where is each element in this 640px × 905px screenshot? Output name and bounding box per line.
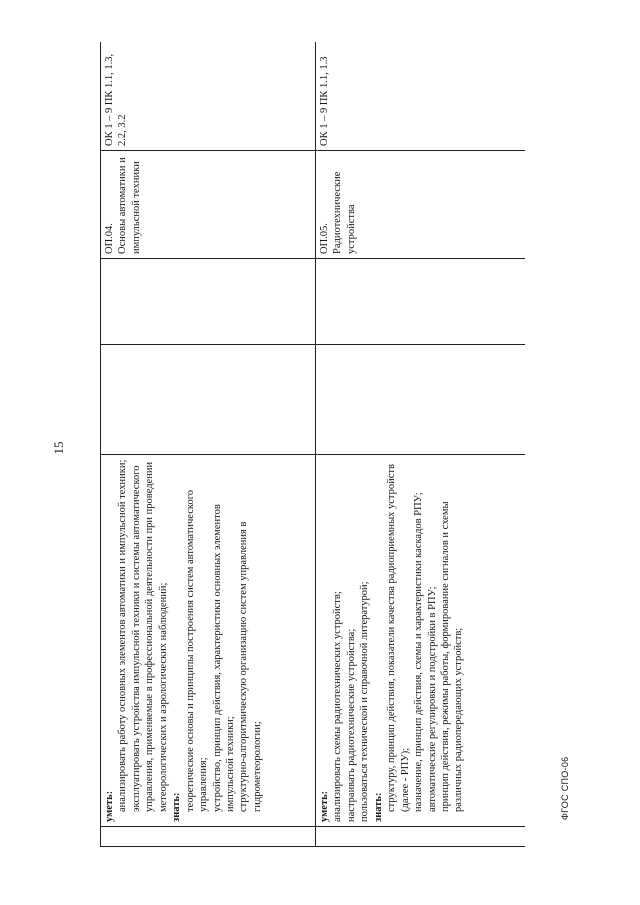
znat-heading: знать: xyxy=(372,792,384,822)
znat-item: автоматические регулировки и подстройки в РПУ; xyxy=(426,586,438,812)
umet-item: настраивать радиотехнические устройства; xyxy=(345,628,357,822)
znat-heading: знать: xyxy=(171,792,183,822)
footer-label: ФГОС СПО-06 xyxy=(560,756,570,820)
table-row xyxy=(101,42,316,847)
skills-cell xyxy=(101,455,316,827)
znat-item: структуру, принцип действия, показатели качества радиоприемных устройств (далее - РПУ); xyxy=(386,464,411,812)
umet-item: анализировать работу основных элементов автоматики и импульсной техники; xyxy=(117,459,129,812)
discipline-cell xyxy=(101,151,316,259)
blank-cell xyxy=(316,827,526,847)
skills-cell xyxy=(316,455,526,827)
blank-cell xyxy=(101,345,316,455)
blank-cell xyxy=(101,259,316,345)
competencies-cell: ОК 1 – 9 ПК 1.1, 1.3 xyxy=(316,42,526,151)
table-container xyxy=(100,42,525,847)
znat-item: устройство, принцип действия, характеристики основных элементов импульсной техники; xyxy=(211,504,236,812)
blank-cell xyxy=(101,827,316,847)
umet-item: анализировать схемы радиотехнических устройств; xyxy=(332,591,344,822)
discipline-cell xyxy=(316,151,526,259)
discipline-code: ОП.04. xyxy=(104,223,115,254)
discipline-name: Основы автоматики и импульсной техники xyxy=(117,157,142,254)
znat-item: структурно-алгоритмическую организацию систем управления в гидрометеорологии; xyxy=(238,521,263,812)
umet-item: пользоваться технической и справочной литературой; xyxy=(359,581,371,822)
competencies-cell: ОК 1 – 9 ПК 1.1, 1.3, 2.2, 3.2 xyxy=(101,42,316,151)
umet-item: эксплуатировать устройства импульсной техники и системы автоматического управления, применяемые в профессиональной деятельности при проведении метеорологических и аэрологических наблюдений; xyxy=(130,461,169,812)
umet-heading: уметь: xyxy=(319,790,330,822)
znat-item: теоретические основы и принципы построения систем автоматического управления; xyxy=(184,489,210,812)
discipline-name: Радиотехнические устройства xyxy=(332,171,357,254)
blank-cell xyxy=(316,345,526,455)
competency-table xyxy=(100,42,525,847)
page-number: 15 xyxy=(51,441,66,455)
table-row xyxy=(316,42,526,847)
blank-cell xyxy=(316,259,526,345)
umet-heading: уметь: xyxy=(104,790,115,822)
discipline-code: ОП.05. xyxy=(319,223,330,254)
znat-item: принцип действия, режимы работы, формирование сигналов и схемы различных радиопередающих устройств; xyxy=(439,501,465,812)
znat-item: назначение, принцип действия, схемы и характеристики каскадов РПУ; xyxy=(413,492,425,812)
